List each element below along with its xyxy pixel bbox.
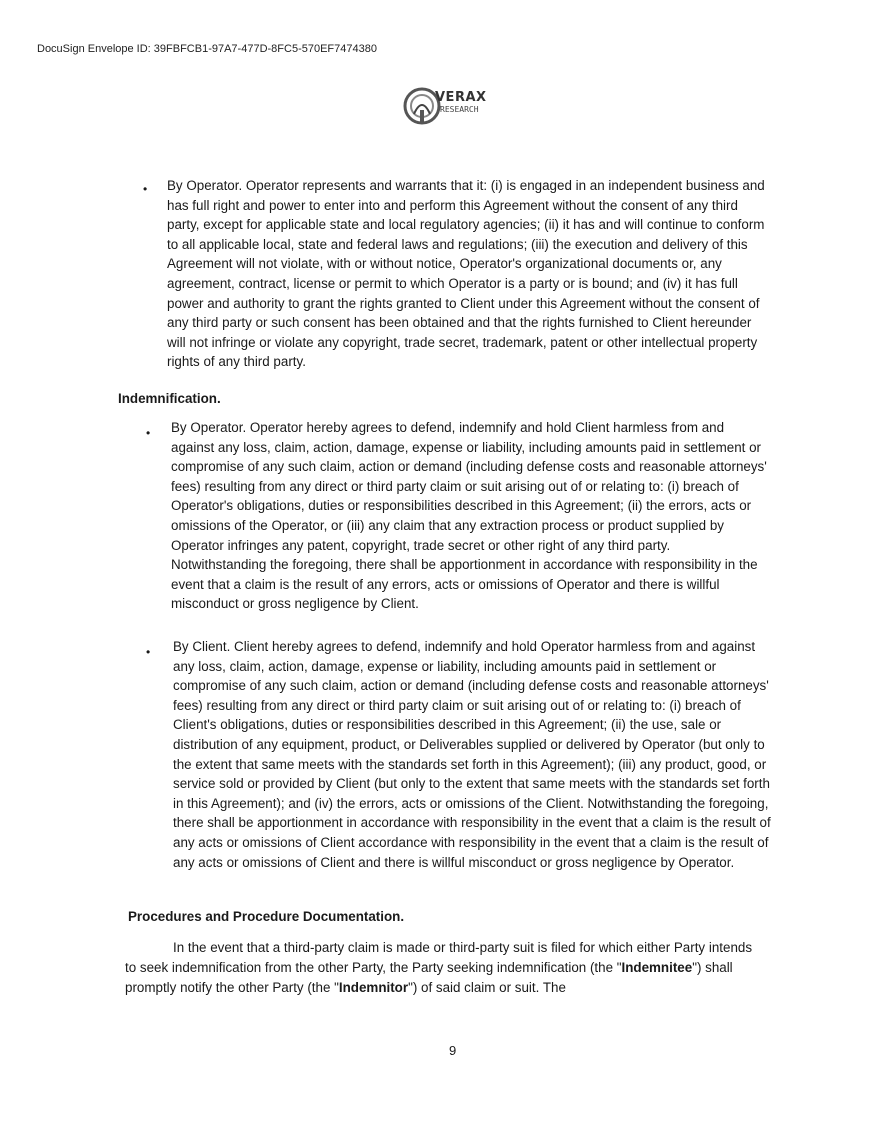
procedures-paragraph	[125, 938, 755, 997]
verax-research-logo	[402, 84, 492, 132]
indemnification-by-client-paragraph: By Client. Client hereby agrees to defend, indemnify and hold Operator harmless from and against any loss, claim, action, damage, expense or liability, including amounts paid in settlement or compromise of any such claim, action or demand (including defense costs and reasonable attorneys' fees) resulting from any direct or third party claim or suit arising out of or relating to: (i) breach of Client's obligations, duties or responsibilities described in this Agreement; (ii) the use, sale or distribution of any equipment, product, or Deliverables supplied or delivered by Operator (but only to the extent that same meets with the standards set forth in this Agreement); (iii) any product, good, or service sold or provided by Client (but only to the extent that same meets with the standards set forth in this Agreement); and (iv) the errors, acts or omissions of the Client. Notwithstanding the foregoing, there shall be apportionment in accordance with responsibility in the event that a claim is the result of any acts or omissions of Client accordance with responsibility in the event that a claim is the result of any acts or omissions of Client and there is willful misconduct or gross negligence by Operator.	[173, 639, 771, 870]
indemnitor-term: Indemnitor	[338, 979, 409, 995]
indemnitee-term: Indemnitee	[621, 959, 693, 975]
operator-warranty-paragraph: By Operator. Operator represents and warrants that it: (i) is engaged in an independent business and has full right and power to enter into and perform this Agreement without the consent of any third party, except for applicable state and local regulatory agencies; (ii) it has and will continue to conform to all applicable local, state and federal laws and regulations; (iii) the execution and delivery of this Agreement will not violate, with or without notice, Operator's organizational documents or, any agreement, contract, license or permit to which Operator is a party or is bound; and (iv) it has full power and authority to grant the rights granted to Client under this Agreement without the consent of any third party or such consent has been obtained and that the rights furnished to Client hereunder will not infringe or violate any copyright, trade secret, trademark, patent or other intellectual property rights of any third party.	[167, 178, 765, 370]
logo-subtitle: RESEARCH	[440, 105, 479, 114]
procedures-text-end: ") of said claim or suit. The	[408, 979, 566, 995]
bullet-marker: •	[146, 645, 151, 659]
indemnification-by-operator-paragraph: By Operator. Operator hereby agrees to defend, indemnify and hold Client harmless from and against any loss, claim, action, damage, expense or liability, including amounts paid in settlement or compromise of any such claim, action or demand (including defense costs and reasonable attorneys' fees) resulting from any direct or third party claim or suit arising out of or relating to: (i) breach of Operator's obligations, duties or responsibilities described in this Agreement; (ii) the errors, acts or omissions of the Operator, or (iii) any claim that any extraction process or product supplied by Operator infringes any patent, copyright, trade secret or other right of any third party. Notwithstanding the foregoing, there shall be apportionment in accordance with responsibility in the event that a claim is the result of any errors, acts or omissions of Operator and there is willful misconduct or gross negligence by Client.	[171, 420, 767, 612]
docusign-envelope-id: DocuSign Envelope ID: 39FBFCB1-97A7-477D-8FC5-570EF7474380	[37, 43, 377, 55]
procedures-text-middle: ") shall promptly notify the other Party (the "	[125, 959, 733, 995]
bullet-marker: •	[146, 426, 151, 440]
procedures-text-start: In the event that a third-party claim is made or third-party suit is filed for which either Party intends to seek indemnification from the other Party, the Party seeking indemnification (the "	[125, 940, 753, 975]
indemnification-heading: Indemnification.	[118, 391, 221, 406]
logo-wordmark: VERAX	[435, 90, 487, 105]
page-number: 9	[449, 1043, 457, 1058]
procedures-heading: Procedures and Procedure Documentation.	[128, 909, 405, 924]
bullet-marker: •	[143, 182, 148, 196]
